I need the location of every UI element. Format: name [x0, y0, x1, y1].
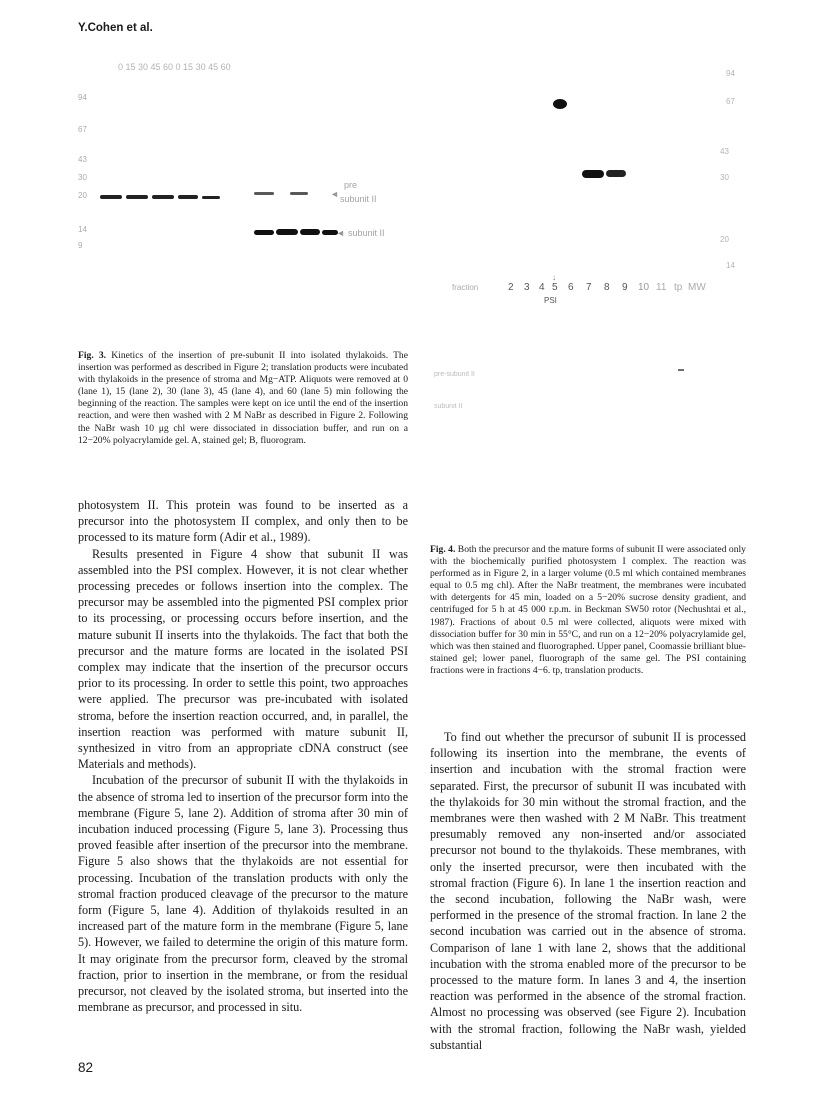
gel-band	[678, 369, 684, 371]
fig4-lane: MW	[688, 282, 706, 293]
fig4-lane: 4	[539, 282, 545, 293]
gel-band	[152, 195, 174, 199]
fig4-right-markers	[720, 69, 735, 270]
fig4-lane: 3	[524, 282, 530, 293]
fig4-lower-label-pre: pre-subunit II	[434, 371, 475, 378]
gel-band	[126, 195, 148, 199]
left-body-column	[78, 497, 408, 1016]
fig3-bands-panel-a	[100, 195, 220, 199]
fig3-marker: 9	[78, 241, 83, 250]
fig4-lane-numbers	[508, 282, 706, 293]
fig4-upper-spot	[553, 99, 567, 109]
fig3-markers	[78, 93, 87, 250]
gel-band	[606, 170, 626, 177]
figure3-caption	[78, 350, 408, 447]
fig3-marker: 67	[78, 125, 87, 134]
fig3-marker: 94	[78, 93, 87, 102]
fig4-lane: 2	[508, 282, 514, 293]
figure3-caption-lead: Fig. 3.	[78, 350, 107, 361]
left-paragraph-3: Incubation of the precursor of subunit II with the thylakoids in the absence of stroma led to insertion of the precursor form into the membrane (Figure 5, lane 2). Addition of stroma after 30 min of incubation induced processing (Figure 5, lane 3). Processing thus proved feasible after insertion of the precursor into the membrane. Figure 5 also shows that the thylakoids are not essential for processing. Incubation of the translation products with only the stromal fraction produced cleavage of the precursor to the mature form (Figure 5, lane 4). Addition of thylakoids resulted in an increased part of the mature form in the membrane (Figure 5, lane 5). However, we failed to determine the origin of this mature form. It may originate from the precursor form, cleaved by the stromal fraction, prior to insertion in the membrane, or from the residual precursor, not cleaved by the isolated stroma, but inserted into the membrane as precursor, and processed in situ.	[78, 773, 408, 1015]
gel-band	[290, 192, 308, 195]
fig3-marker: 30	[78, 173, 87, 182]
right-body-column	[430, 729, 746, 1053]
fig3-label-pre: pre	[344, 180, 358, 190]
fig3-arrow-sub: ◄	[336, 228, 345, 238]
right-paragraph-1: To find out whether the precursor of subunit II is processed following its insertion into the membrane, the events of insertion and incubation with the stromal fraction were separated. First, the precursor of subunit II was incubated with the thylakoids for 30 min without the stromal fraction, and the membranes were then washed with 2 M NaBr. This treatment presumably removed any non-inserted and/or associated precursor not bound to the thylakoids. These membranes, with only the inserted precursor, were then incubated with the stromal fraction (Figure 6). In lane 1 the insertion reaction and the second incubation, following the NaBr wash, were performed in the presence of the stromal fraction. In lane 2 the second incubation was carried out in the absence of stroma. Comparison of lane 1 with lane 2, shows that the additional incubation with the stroma enabled more of the precursor to be processed to the mature form. In lanes 3 and 4, the insertion reaction was performed in the absence of the stromal fraction. Almost no processing was observed (see Figure 2). Incubation with the stromal fraction, following the NaBr wash, yielded substantial	[430, 730, 746, 1052]
running-header: Y.Cohen et al.	[78, 22, 153, 34]
fig4-marker: 14	[726, 261, 735, 270]
left-paragraph-2: Results presented in Figure 4 show that subunit II was assembled into the PSI complex. However, it is not clear whether processing precedes or follows insertion into the complex. The precursor may be assembled into the pigmented PSI complex prior to its processing, or processing occurs before insertion, and the mature subunit II inserts into the thylakoids. The fact that both the precursor and the mature forms are located in the isolated PSI complex may indicate that the insertion of the precursor occurs prior to its processing. In order to settle this point, two approaches were applied. The precursor was pre-incubated with isolated stroma, before the insertion reaction occurred, and, in parallel, the insertion reaction was performed with mature subunit II, synthesized in vitro from an appropriate cDNA construct (see Materials and methods).	[78, 546, 408, 772]
fig4-psi-label: PSI	[544, 296, 557, 305]
gel-band	[300, 229, 320, 235]
left-paragraph-1: photosystem II. This protein was found to be inserted as a precursor into the photosystem II complex, and only then to be processed to its mature form (Adir et al., 1989).	[78, 498, 408, 545]
fig3-label-pre-subunit: subunit II	[340, 194, 377, 204]
figure3-gel-image	[78, 52, 408, 332]
fig3-arrow-pre: ◄	[330, 189, 339, 199]
fig4-lane: 11	[656, 282, 667, 293]
gel-band	[254, 230, 274, 235]
fig4-lane: tp	[674, 282, 683, 293]
fig3-label-subunit: subunit II	[348, 228, 385, 238]
fig4-psi-arrow: ↓	[552, 273, 556, 282]
fig4-marker: 30	[720, 173, 729, 182]
fig4-lane: 7	[586, 282, 592, 293]
fig3-lane-label: 0 15 30 45 60 0 15 30 45 60	[118, 62, 231, 72]
figure4-caption-lead: Fig. 4.	[430, 544, 456, 555]
fig3-bands-panel-b	[254, 192, 338, 235]
gel-band	[276, 229, 298, 235]
fig3-marker: 14	[78, 225, 87, 234]
page-number: 82	[78, 1060, 94, 1075]
fig4-marker: 67	[726, 97, 735, 106]
figure3-caption-text: Kinetics of the insertion of pre-subunit II into isolated thylakoids. The insertion was performed as described in Figure 2; translation products were incubated with thylakoids in the presence of stroma and Mg−ATP. Aliquots were removed at 0 (lane 1), 15 (lane 2), 30 (lane 3), 45 (lane 4), and 60 (lane 5) min following the beginning of the reaction. The samples were kept on ice until the end of the insertion reaction, and were then washed with 2 M NaBr as described in Figure 2. Following the NaBr wash 10 μg chl were dissociated in dissociation buffer, and run on a 12−20% polyacrylamide gel. A, stained gel; B, fluorogram.	[78, 350, 408, 446]
fig4-marker: 20	[720, 235, 729, 244]
figure4-caption	[430, 544, 746, 677]
gel-band	[254, 192, 274, 195]
fig4-lower-label-sub: subunit II	[434, 403, 463, 410]
fig4-fraction-label: fraction	[452, 283, 479, 292]
fig4-marker: 94	[726, 69, 735, 78]
fig4-lane: 8	[604, 282, 610, 293]
gel-band	[100, 195, 122, 199]
gel-band	[202, 196, 220, 199]
fig4-lane: 6	[568, 282, 574, 293]
figure4-caption-text: Both the precursor and the mature forms of subunit II were associated only with the biochemically purified photosystem I complex. The reaction was performed as in Figure 2, in a larger volume (0.5 ml which contained membranes equal to 0.5 mg chl). After the NaBr treatment, the membranes were incubated with detergents for 45 min, loaded on a 5−20% sucrose density gradient, and centrifuged for 5 h at 45 000 r.p.m. in Beckman SW50 rotor (Nechushtai et al., 1987). Fractions of about 0.5 ml were collected, aliquots were mixed with dissociation buffer for 30 min in 55°C, and run on a 12−20% polyacrylamide gel, which was then stained and fluorographed. Upper panel, Coomassie brilliant blue-stained gel; lower panel, fluorograph of the same gel. The PSI containing fractions were in fractions 4−6. tp, translation products.	[430, 544, 746, 676]
fig4-lane: 9	[622, 282, 628, 293]
fig4-marker: 43	[720, 147, 729, 156]
figure4-gel-image	[430, 56, 750, 476]
fig3-marker: 20	[78, 191, 87, 200]
fig4-lane: 10	[638, 282, 650, 293]
fig3-marker: 43	[78, 155, 87, 164]
gel-band	[582, 170, 604, 178]
gel-band	[178, 195, 198, 199]
fig4-lane: 5	[552, 282, 558, 293]
